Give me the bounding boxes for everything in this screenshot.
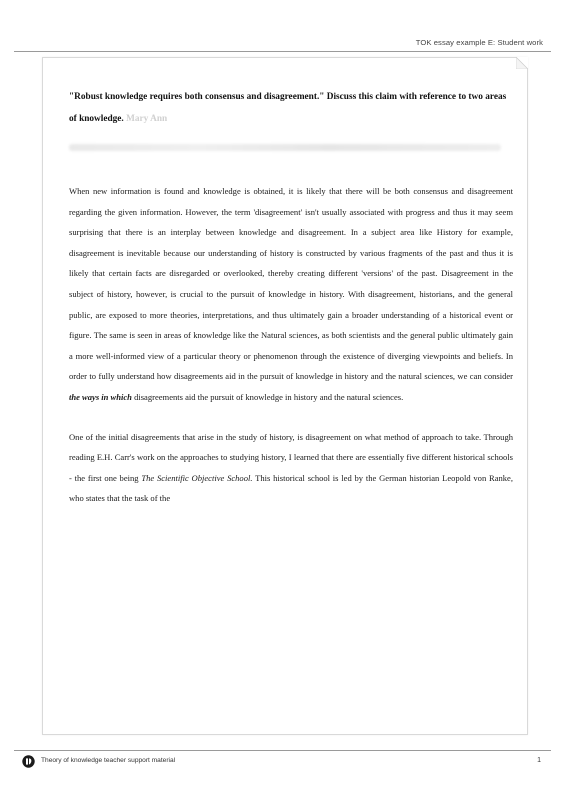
ib-logo-icon — [22, 755, 35, 768]
paragraph-1-emphasis: the ways in which — [69, 391, 132, 402]
paragraph-2-text-a: One of the initial disagreements that arise in the study of history, is disagreement on what method of approach to take. Through reading E.H. Carr's work on the approaches to studying history, I learned that there are essentially five different historical schools - the first one being — [69, 431, 513, 483]
essay-title — [69, 86, 513, 130]
page-number: 1 — [537, 757, 541, 764]
footer-divider — [14, 750, 551, 751]
paragraph-2-emphasis: The Scientific Objective School. — [141, 472, 253, 483]
faded-annotation: Mary Ann — [126, 114, 168, 124]
footer-label: Theory of knowledge teacher support material — [41, 757, 176, 764]
running-header: TOK essay example E: Student work — [415, 38, 543, 47]
essay-sheet — [42, 57, 528, 735]
redacted-line — [69, 144, 501, 151]
essay-content — [69, 86, 513, 509]
essay-title-text: "Robust knowledge requires both consensus and disagreement." Discuss this claim with reference to two areas of knowledge. — [69, 92, 507, 124]
page-corner-fold-icon — [516, 57, 528, 69]
paragraph-2-text-b: This historical school is led by the German historian Leopold von Ranke, who states that the task of the — [69, 472, 513, 504]
paragraph-1-text-a: When new information is found and knowledge is obtained, it is likely that there will be both consensus and disagreement regarding the given information. However, the term 'disagreement' isn't usually associated with progress and thus it may seem surprising that there is an interplay between knowledge and disagreement. In a subject area like History for example, disagreement is inevitable because our understanding of history is constructed by various fragments of the past and thus it is likely that certain facts are disregarded or overlooked, thereby creating different 'versions' of the past. Disagreement in the subject of history, however, is crucial to the pursuit of knowledge in history. With disagreement, historians, and the general public, are exposed to more theories, interpretations, and thus ultimately gain a broader understanding of a historical event or figure. The same is seen in areas of knowledge like the Natural sciences, as both scientists and the general public ultimately gain a more well-informed view of a particular theory or phenomenon through the existence of diverging viewpoints and beliefs. In order to fully understand how disagreements aid in the pursuit of knowledge in history and the natural sciences, we can consider — [69, 186, 513, 382]
essay-paragraph-2 — [69, 427, 513, 509]
header-divider — [14, 51, 551, 52]
essay-paragraph-1 — [69, 181, 513, 408]
paragraph-1-text-b: disagreements aid the pursuit of knowledge in history and the natural sciences. — [131, 391, 404, 402]
